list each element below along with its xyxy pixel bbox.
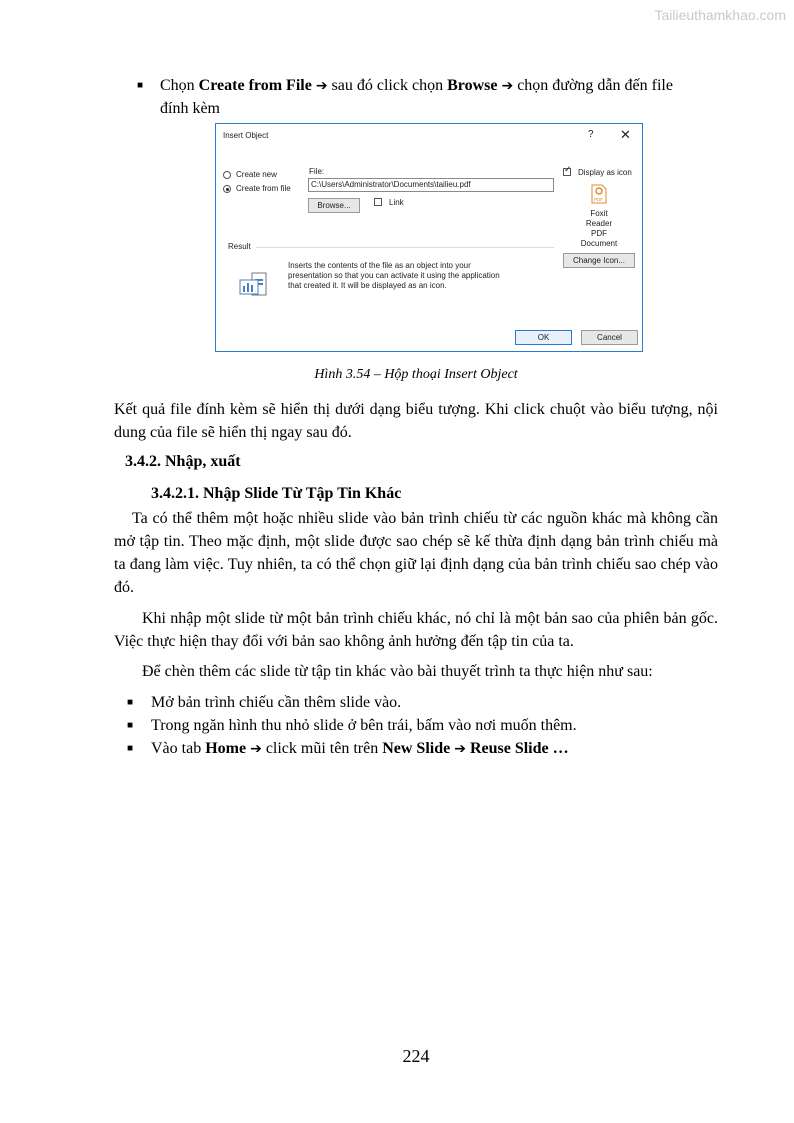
paragraph-steps-intro: Để chèn thêm các slide từ tập tin khác vào bài thuyết trình ta thực hiện như sau: <box>142 663 653 680</box>
arrow-icon: ➔ <box>501 78 514 94</box>
arrow-icon: ➔ <box>454 741 466 757</box>
heading-3-4-2: 3.4.2. Nhập, xuất <box>125 453 241 470</box>
file-path-field[interactable]: C:\Users\Administrator\Documents\tailieu.pdf <box>308 178 554 192</box>
bullet-marker: ■ <box>127 743 134 754</box>
bullet-marker: ■ <box>127 697 134 708</box>
ok-button[interactable]: OK <box>515 330 572 345</box>
bullet-marker: ■ <box>127 720 134 731</box>
page-number: 224 <box>402 1046 430 1066</box>
step-reuse-slide: Vào tab Home ➔ click mũi tên trên New Slide ➔ Reuse Slide … <box>151 740 569 757</box>
browse-button[interactable]: Browse... <box>308 198 360 213</box>
intro-bullet-line1: Chọn Create from File ➔ sau đó click chọn Browse ➔ chọn đường dẫn đến file <box>160 77 673 94</box>
icon-caption: Foxit Reader PDF Document <box>580 209 618 248</box>
display-as-icon-label: Display as icon <box>578 168 632 177</box>
create-new-label: Create new <box>236 170 277 179</box>
create-from-file-radio[interactable] <box>223 185 231 193</box>
bullet-marker: ■ <box>137 80 144 91</box>
watermark: Tailieuthamkhao.com <box>654 7 786 23</box>
insert-object-dialog <box>215 123 643 352</box>
change-icon-button[interactable]: Change Icon... <box>563 253 635 268</box>
pdf-badge-text: PDF <box>594 197 603 202</box>
step-select-position: Trong ngăn hình thu nhỏ slide ở bên trái, bấm vào nơi muốn thêm. <box>151 717 577 734</box>
paragraph-import-intro: Ta có thể thêm một hoặc nhiều slide vào bản trình chiếu từ các nguồn khác mà không cần mở tập tin. Theo mặc định, một slide được sao chép sẽ kế thừa định dạng bản trình chiếu mà ta đang làm việc. Tuy nhiên, ta có thể chọn giữ lại định dạng của bản trình chiếu sao chép vào đó. <box>114 510 718 596</box>
cancel-button[interactable]: Cancel <box>581 330 638 345</box>
result-description: Inserts the contents of the file as an object into your presentation so that you can activate it using the application that created it. It will be displayed as an icon. <box>288 261 500 290</box>
close-button[interactable]: ✕ <box>620 127 631 142</box>
file-label: File: <box>309 167 325 176</box>
result-group-border <box>256 247 554 248</box>
check-icon: ✓ <box>564 164 572 174</box>
dialog-title: Insert Object <box>223 131 269 140</box>
create-from-file-label: Create from file <box>236 184 291 193</box>
link-label: Link <box>389 198 404 207</box>
create-new-radio[interactable] <box>223 171 231 179</box>
paragraph-copy-note: Khi nhập một slide từ một bản trình chiếu khác, nó chỉ là một bản sao của phiên bản gốc. Việc thực hiện thay đổi với bản sao không ảnh hưởng đến tập tin của ta. <box>114 610 718 650</box>
paragraph-result: Kết quả file đính kèm sẽ hiển thị dưới dạng biểu tượng. Khi click chuột vào biểu tượng, nội dung của file sẽ hiển thị ngay sau đó. <box>114 401 718 441</box>
step-open-presentation: Mở bản trình chiếu cần thêm slide vào. <box>151 694 402 711</box>
arrow-icon: ➔ <box>315 78 328 94</box>
intro-bullet-line2: đính kèm <box>160 100 220 117</box>
result-label: Result <box>228 242 251 251</box>
result-object-icon <box>238 271 272 299</box>
pdf-file-icon <box>591 184 607 204</box>
heading-3-4-2-1: 3.4.2.1. Nhập Slide Từ Tập Tin Khác <box>151 485 402 502</box>
figure-caption: Hình 3.54 – Hộp thoại Insert Object <box>314 367 518 382</box>
help-button[interactable]: ? <box>588 129 594 140</box>
arrow-icon: ➔ <box>250 741 262 757</box>
link-checkbox[interactable] <box>374 198 382 206</box>
